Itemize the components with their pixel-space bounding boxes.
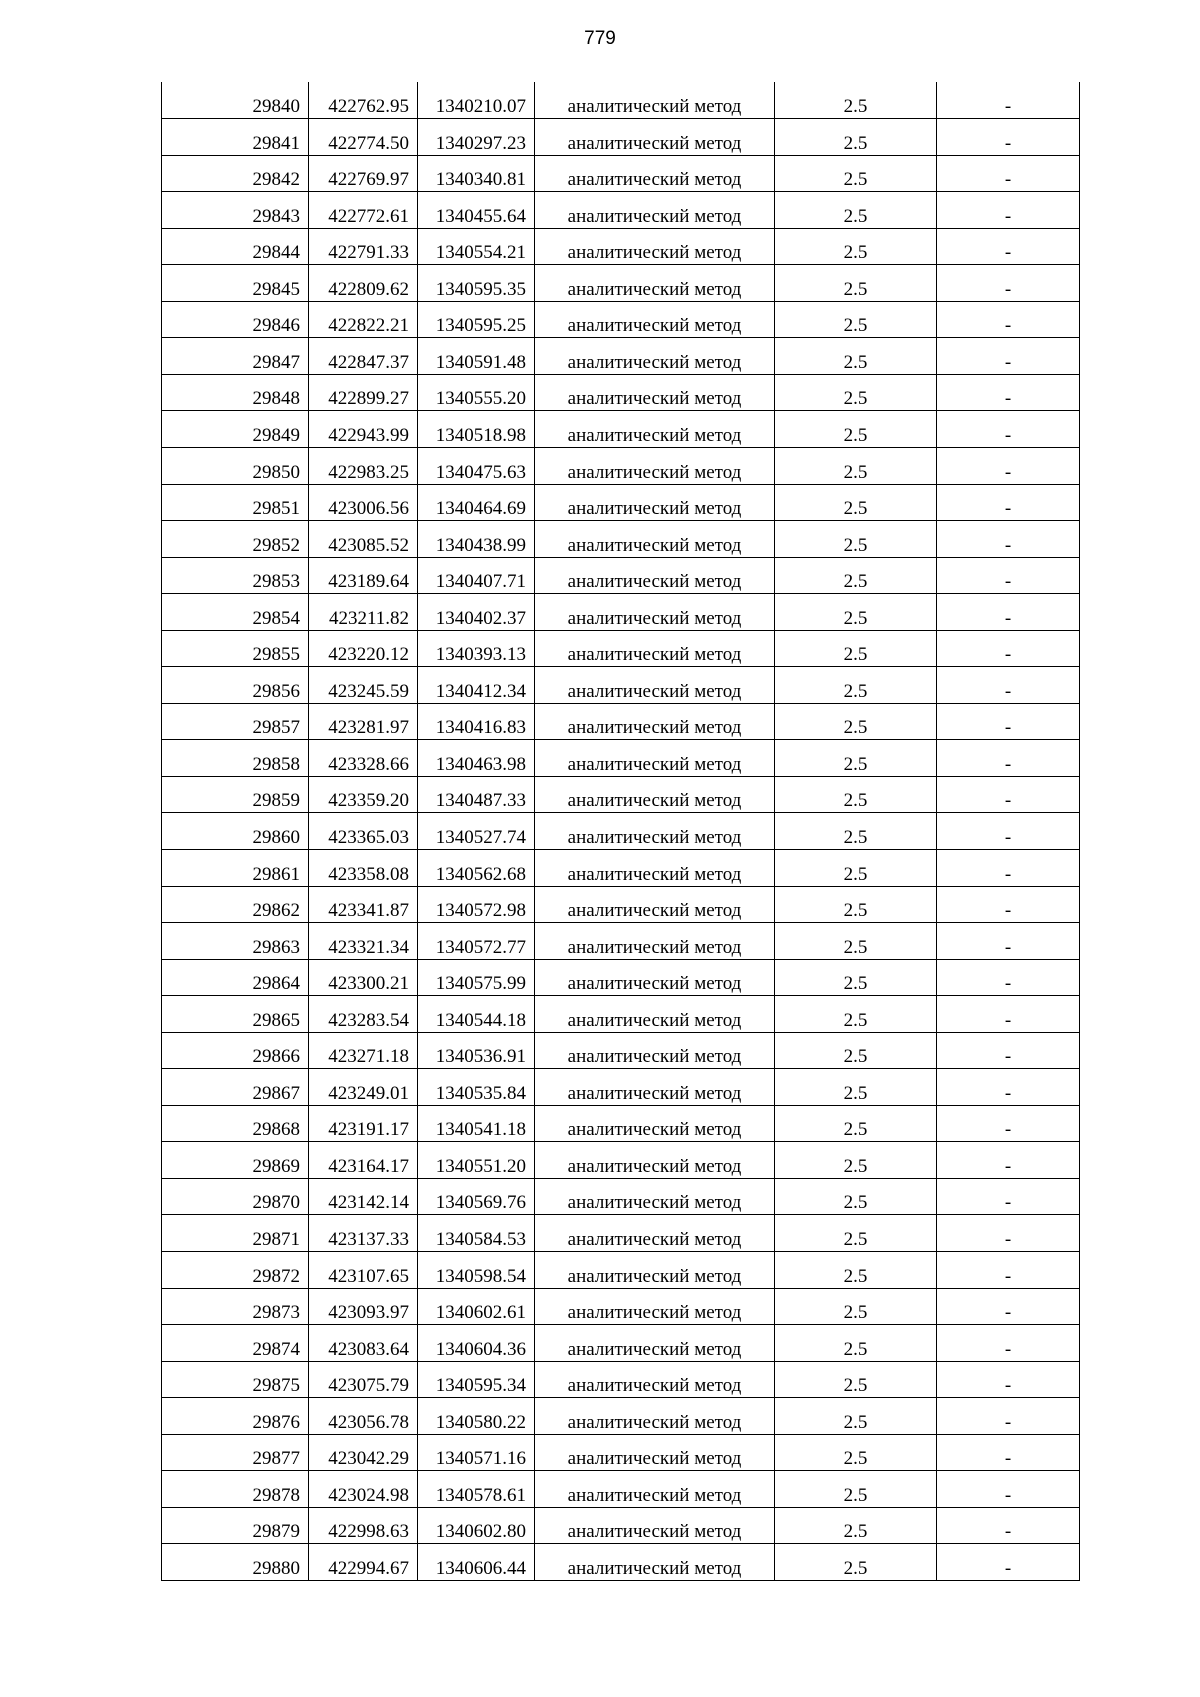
method-cell: аналитический метод [535,192,775,229]
coordinates-table [161,82,1080,1581]
table-row [162,1288,1080,1325]
x-coordinate-cell: 423365.03 [309,813,418,850]
y-coordinate-cell: 1340544.18 [418,996,535,1033]
y-coordinate-cell: 1340210.07 [418,82,535,119]
point-number-cell: 29849 [162,411,309,448]
accuracy-cell: 2.5 [775,447,937,484]
method-cell: аналитический метод [535,1105,775,1142]
point-number-cell: 29843 [162,192,309,229]
table-row [162,630,1080,667]
point-number-cell: 29874 [162,1325,309,1362]
x-coordinate-cell: 423281.97 [309,703,418,740]
x-coordinate-cell: 423358.08 [309,849,418,886]
y-coordinate-cell: 1340475.63 [418,447,535,484]
table-row [162,301,1080,338]
point-number-cell: 29877 [162,1434,309,1471]
note-cell: - [937,1252,1080,1289]
table-row [162,338,1080,375]
x-coordinate-cell: 423042.29 [309,1434,418,1471]
table-row [162,1252,1080,1289]
y-coordinate-cell: 1340555.20 [418,374,535,411]
note-cell: - [937,1398,1080,1435]
accuracy-cell: 2.5 [775,521,937,558]
y-coordinate-cell: 1340595.35 [418,265,535,302]
y-coordinate-cell: 1340463.98 [418,740,535,777]
y-coordinate-cell: 1340569.76 [418,1178,535,1215]
point-number-cell: 29880 [162,1544,309,1581]
x-coordinate-cell: 423024.98 [309,1471,418,1508]
method-cell: аналитический метод [535,1434,775,1471]
table-row [162,411,1080,448]
note-cell: - [937,1544,1080,1581]
method-cell: аналитический метод [535,923,775,960]
x-coordinate-cell: 423211.82 [309,594,418,631]
method-cell: аналитический метод [535,1361,775,1398]
table-row [162,82,1080,119]
method-cell: аналитический метод [535,301,775,338]
x-coordinate-cell: 423341.87 [309,886,418,923]
method-cell: аналитический метод [535,849,775,886]
note-cell: - [937,228,1080,265]
x-coordinate-cell: 422899.27 [309,374,418,411]
table-row [162,667,1080,704]
table-row [162,594,1080,631]
accuracy-cell: 2.5 [775,849,937,886]
y-coordinate-cell: 1340518.98 [418,411,535,448]
accuracy-cell: 2.5 [775,1325,937,1362]
y-coordinate-cell: 1340527.74 [418,813,535,850]
point-number-cell: 29847 [162,338,309,375]
note-cell: - [937,338,1080,375]
coordinates-table-body [162,82,1080,1580]
point-number-cell: 29850 [162,447,309,484]
accuracy-cell: 2.5 [775,1215,937,1252]
page-number: 779 [584,28,616,49]
x-coordinate-cell: 423083.64 [309,1325,418,1362]
note-cell: - [937,776,1080,813]
table-row [162,813,1080,850]
note-cell: - [937,1069,1080,1106]
note-cell: - [937,1325,1080,1362]
method-cell: аналитический метод [535,1325,775,1362]
y-coordinate-cell: 1340297.23 [418,119,535,156]
y-coordinate-cell: 1340464.69 [418,484,535,521]
accuracy-cell: 2.5 [775,923,937,960]
point-number-cell: 29868 [162,1105,309,1142]
x-coordinate-cell: 422772.61 [309,192,418,229]
accuracy-cell: 2.5 [775,1544,937,1581]
note-cell: - [937,301,1080,338]
y-coordinate-cell: 1340407.71 [418,557,535,594]
table-row [162,265,1080,302]
y-coordinate-cell: 1340571.16 [418,1434,535,1471]
note-cell: - [937,447,1080,484]
table-row [162,1544,1080,1581]
method-cell: аналитический метод [535,996,775,1033]
method-cell: аналитический метод [535,1507,775,1544]
note-cell: - [937,1178,1080,1215]
method-cell: аналитический метод [535,265,775,302]
x-coordinate-cell: 423189.64 [309,557,418,594]
accuracy-cell: 2.5 [775,1252,937,1289]
accuracy-cell: 2.5 [775,813,937,850]
method-cell: аналитический метод [535,521,775,558]
point-number-cell: 29861 [162,849,309,886]
method-cell: аналитический метод [535,119,775,156]
note-cell: - [937,959,1080,996]
note-cell: - [937,667,1080,704]
point-number-cell: 29844 [162,228,309,265]
x-coordinate-cell: 423220.12 [309,630,418,667]
note-cell: - [937,996,1080,1033]
y-coordinate-cell: 1340602.80 [418,1507,535,1544]
point-number-cell: 29872 [162,1252,309,1289]
table-row [162,1398,1080,1435]
table-row [162,1178,1080,1215]
method-cell: аналитический метод [535,484,775,521]
accuracy-cell: 2.5 [775,1398,937,1435]
accuracy-cell: 2.5 [775,301,937,338]
method-cell: аналитический метод [535,82,775,119]
table-row [162,923,1080,960]
x-coordinate-cell: 422994.67 [309,1544,418,1581]
x-coordinate-cell: 423164.17 [309,1142,418,1179]
accuracy-cell: 2.5 [775,82,937,119]
x-coordinate-cell: 422774.50 [309,119,418,156]
y-coordinate-cell: 1340602.61 [418,1288,535,1325]
y-coordinate-cell: 1340551.20 [418,1142,535,1179]
method-cell: аналитический метод [535,338,775,375]
accuracy-cell: 2.5 [775,1142,937,1179]
note-cell: - [937,849,1080,886]
accuracy-cell: 2.5 [775,1471,937,1508]
method-cell: аналитический метод [535,1069,775,1106]
note-cell: - [937,1032,1080,1069]
x-coordinate-cell: 422769.97 [309,155,418,192]
table-row [162,192,1080,229]
table-row [162,155,1080,192]
note-cell: - [937,1507,1080,1544]
x-coordinate-cell: 423283.54 [309,996,418,1033]
x-coordinate-cell: 423191.17 [309,1105,418,1142]
accuracy-cell: 2.5 [775,1032,937,1069]
note-cell: - [937,484,1080,521]
accuracy-cell: 2.5 [775,265,937,302]
x-coordinate-cell: 423006.56 [309,484,418,521]
x-coordinate-cell: 423328.66 [309,740,418,777]
point-number-cell: 29855 [162,630,309,667]
method-cell: аналитический метод [535,630,775,667]
point-number-cell: 29879 [162,1507,309,1544]
point-number-cell: 29840 [162,82,309,119]
x-coordinate-cell: 423137.33 [309,1215,418,1252]
y-coordinate-cell: 1340536.91 [418,1032,535,1069]
point-number-cell: 29856 [162,667,309,704]
table-row [162,1471,1080,1508]
accuracy-cell: 2.5 [775,1288,937,1325]
y-coordinate-cell: 1340595.25 [418,301,535,338]
accuracy-cell: 2.5 [775,557,937,594]
table-row [162,1215,1080,1252]
table-row [162,740,1080,777]
accuracy-cell: 2.5 [775,411,937,448]
y-coordinate-cell: 1340598.54 [418,1252,535,1289]
table-row [162,1325,1080,1362]
y-coordinate-cell: 1340580.22 [418,1398,535,1435]
point-number-cell: 29851 [162,484,309,521]
note-cell: - [937,82,1080,119]
x-coordinate-cell: 422791.33 [309,228,418,265]
method-cell: аналитический метод [535,1544,775,1581]
note-cell: - [937,155,1080,192]
point-number-cell: 29842 [162,155,309,192]
point-number-cell: 29865 [162,996,309,1033]
method-cell: аналитический метод [535,1032,775,1069]
point-number-cell: 29869 [162,1142,309,1179]
point-number-cell: 29871 [162,1215,309,1252]
x-coordinate-cell: 423300.21 [309,959,418,996]
method-cell: аналитический метод [535,959,775,996]
accuracy-cell: 2.5 [775,1069,937,1106]
x-coordinate-cell: 423142.14 [309,1178,418,1215]
note-cell: - [937,813,1080,850]
y-coordinate-cell: 1340591.48 [418,338,535,375]
x-coordinate-cell: 423271.18 [309,1032,418,1069]
point-number-cell: 29845 [162,265,309,302]
x-coordinate-cell: 422809.62 [309,265,418,302]
point-number-cell: 29860 [162,813,309,850]
note-cell: - [937,703,1080,740]
note-cell: - [937,557,1080,594]
method-cell: аналитический метод [535,374,775,411]
method-cell: аналитический метод [535,1215,775,1252]
note-cell: - [937,119,1080,156]
y-coordinate-cell: 1340412.34 [418,667,535,704]
accuracy-cell: 2.5 [775,886,937,923]
accuracy-cell: 2.5 [775,338,937,375]
y-coordinate-cell: 1340584.53 [418,1215,535,1252]
table-row [162,849,1080,886]
point-number-cell: 29878 [162,1471,309,1508]
note-cell: - [937,1361,1080,1398]
table-row [162,1434,1080,1471]
accuracy-cell: 2.5 [775,740,937,777]
point-number-cell: 29873 [162,1288,309,1325]
point-number-cell: 29852 [162,521,309,558]
method-cell: аналитический метод [535,813,775,850]
method-cell: аналитический метод [535,1288,775,1325]
x-coordinate-cell: 423093.97 [309,1288,418,1325]
note-cell: - [937,594,1080,631]
accuracy-cell: 2.5 [775,192,937,229]
table-row [162,996,1080,1033]
table-row [162,1032,1080,1069]
y-coordinate-cell: 1340438.99 [418,521,535,558]
method-cell: аналитический метод [535,703,775,740]
note-cell: - [937,521,1080,558]
table-row [162,119,1080,156]
note-cell: - [937,1288,1080,1325]
method-cell: аналитический метод [535,740,775,777]
table-row [162,1361,1080,1398]
x-coordinate-cell: 422822.21 [309,301,418,338]
method-cell: аналитический метод [535,886,775,923]
accuracy-cell: 2.5 [775,630,937,667]
point-number-cell: 29846 [162,301,309,338]
y-coordinate-cell: 1340575.99 [418,959,535,996]
point-number-cell: 29867 [162,1069,309,1106]
note-cell: - [937,1434,1080,1471]
y-coordinate-cell: 1340455.64 [418,192,535,229]
y-coordinate-cell: 1340578.61 [418,1471,535,1508]
point-number-cell: 29870 [162,1178,309,1215]
method-cell: аналитический метод [535,776,775,813]
point-number-cell: 29862 [162,886,309,923]
method-cell: аналитический метод [535,1398,775,1435]
x-coordinate-cell: 423249.01 [309,1069,418,1106]
x-coordinate-cell: 422943.99 [309,411,418,448]
accuracy-cell: 2.5 [775,1507,937,1544]
method-cell: аналитический метод [535,594,775,631]
table-row [162,1069,1080,1106]
method-cell: аналитический метод [535,1178,775,1215]
x-coordinate-cell: 422762.95 [309,82,418,119]
y-coordinate-cell: 1340606.44 [418,1544,535,1581]
method-cell: аналитический метод [535,228,775,265]
accuracy-cell: 2.5 [775,776,937,813]
accuracy-cell: 2.5 [775,484,937,521]
x-coordinate-cell: 423107.65 [309,1252,418,1289]
method-cell: аналитический метод [535,1471,775,1508]
point-number-cell: 29859 [162,776,309,813]
table-row [162,374,1080,411]
accuracy-cell: 2.5 [775,228,937,265]
y-coordinate-cell: 1340416.83 [418,703,535,740]
point-number-cell: 29863 [162,923,309,960]
x-coordinate-cell: 422983.25 [309,447,418,484]
y-coordinate-cell: 1340340.81 [418,155,535,192]
point-number-cell: 29853 [162,557,309,594]
note-cell: - [937,630,1080,667]
note-cell: - [937,740,1080,777]
x-coordinate-cell: 422847.37 [309,338,418,375]
table-row [162,484,1080,521]
x-coordinate-cell: 423245.59 [309,667,418,704]
accuracy-cell: 2.5 [775,1361,937,1398]
x-coordinate-cell: 423056.78 [309,1398,418,1435]
table-row [162,1507,1080,1544]
y-coordinate-cell: 1340541.18 [418,1105,535,1142]
note-cell: - [937,1471,1080,1508]
accuracy-cell: 2.5 [775,119,937,156]
note-cell: - [937,265,1080,302]
point-number-cell: 29854 [162,594,309,631]
table-row [162,557,1080,594]
y-coordinate-cell: 1340595.34 [418,1361,535,1398]
point-number-cell: 29866 [162,1032,309,1069]
y-coordinate-cell: 1340572.98 [418,886,535,923]
method-cell: аналитический метод [535,667,775,704]
accuracy-cell: 2.5 [775,1178,937,1215]
point-number-cell: 29857 [162,703,309,740]
point-number-cell: 29841 [162,119,309,156]
y-coordinate-cell: 1340487.33 [418,776,535,813]
point-number-cell: 29864 [162,959,309,996]
table-row [162,776,1080,813]
y-coordinate-cell: 1340572.77 [418,923,535,960]
table-row [162,228,1080,265]
x-coordinate-cell: 423359.20 [309,776,418,813]
table-row [162,1105,1080,1142]
x-coordinate-cell: 422998.63 [309,1507,418,1544]
method-cell: аналитический метод [535,1252,775,1289]
table-row [162,959,1080,996]
accuracy-cell: 2.5 [775,1105,937,1142]
note-cell: - [937,923,1080,960]
method-cell: аналитический метод [535,155,775,192]
note-cell: - [937,411,1080,448]
accuracy-cell: 2.5 [775,1434,937,1471]
x-coordinate-cell: 423085.52 [309,521,418,558]
table-row [162,1142,1080,1179]
note-cell: - [937,192,1080,229]
table-row [162,703,1080,740]
table-row [162,886,1080,923]
method-cell: аналитический метод [535,447,775,484]
accuracy-cell: 2.5 [775,959,937,996]
method-cell: аналитический метод [535,557,775,594]
x-coordinate-cell: 423075.79 [309,1361,418,1398]
accuracy-cell: 2.5 [775,667,937,704]
note-cell: - [937,374,1080,411]
note-cell: - [937,1142,1080,1179]
accuracy-cell: 2.5 [775,996,937,1033]
y-coordinate-cell: 1340554.21 [418,228,535,265]
accuracy-cell: 2.5 [775,594,937,631]
method-cell: аналитический метод [535,1142,775,1179]
table-row [162,521,1080,558]
point-number-cell: 29875 [162,1361,309,1398]
accuracy-cell: 2.5 [775,155,937,192]
point-number-cell: 29876 [162,1398,309,1435]
y-coordinate-cell: 1340402.37 [418,594,535,631]
point-number-cell: 29848 [162,374,309,411]
y-coordinate-cell: 1340562.68 [418,849,535,886]
method-cell: аналитический метод [535,411,775,448]
point-number-cell: 29858 [162,740,309,777]
note-cell: - [937,1215,1080,1252]
accuracy-cell: 2.5 [775,703,937,740]
y-coordinate-cell: 1340604.36 [418,1325,535,1362]
note-cell: - [937,886,1080,923]
note-cell: - [937,1105,1080,1142]
accuracy-cell: 2.5 [775,374,937,411]
table-row [162,447,1080,484]
y-coordinate-cell: 1340393.13 [418,630,535,667]
y-coordinate-cell: 1340535.84 [418,1069,535,1106]
x-coordinate-cell: 423321.34 [309,923,418,960]
